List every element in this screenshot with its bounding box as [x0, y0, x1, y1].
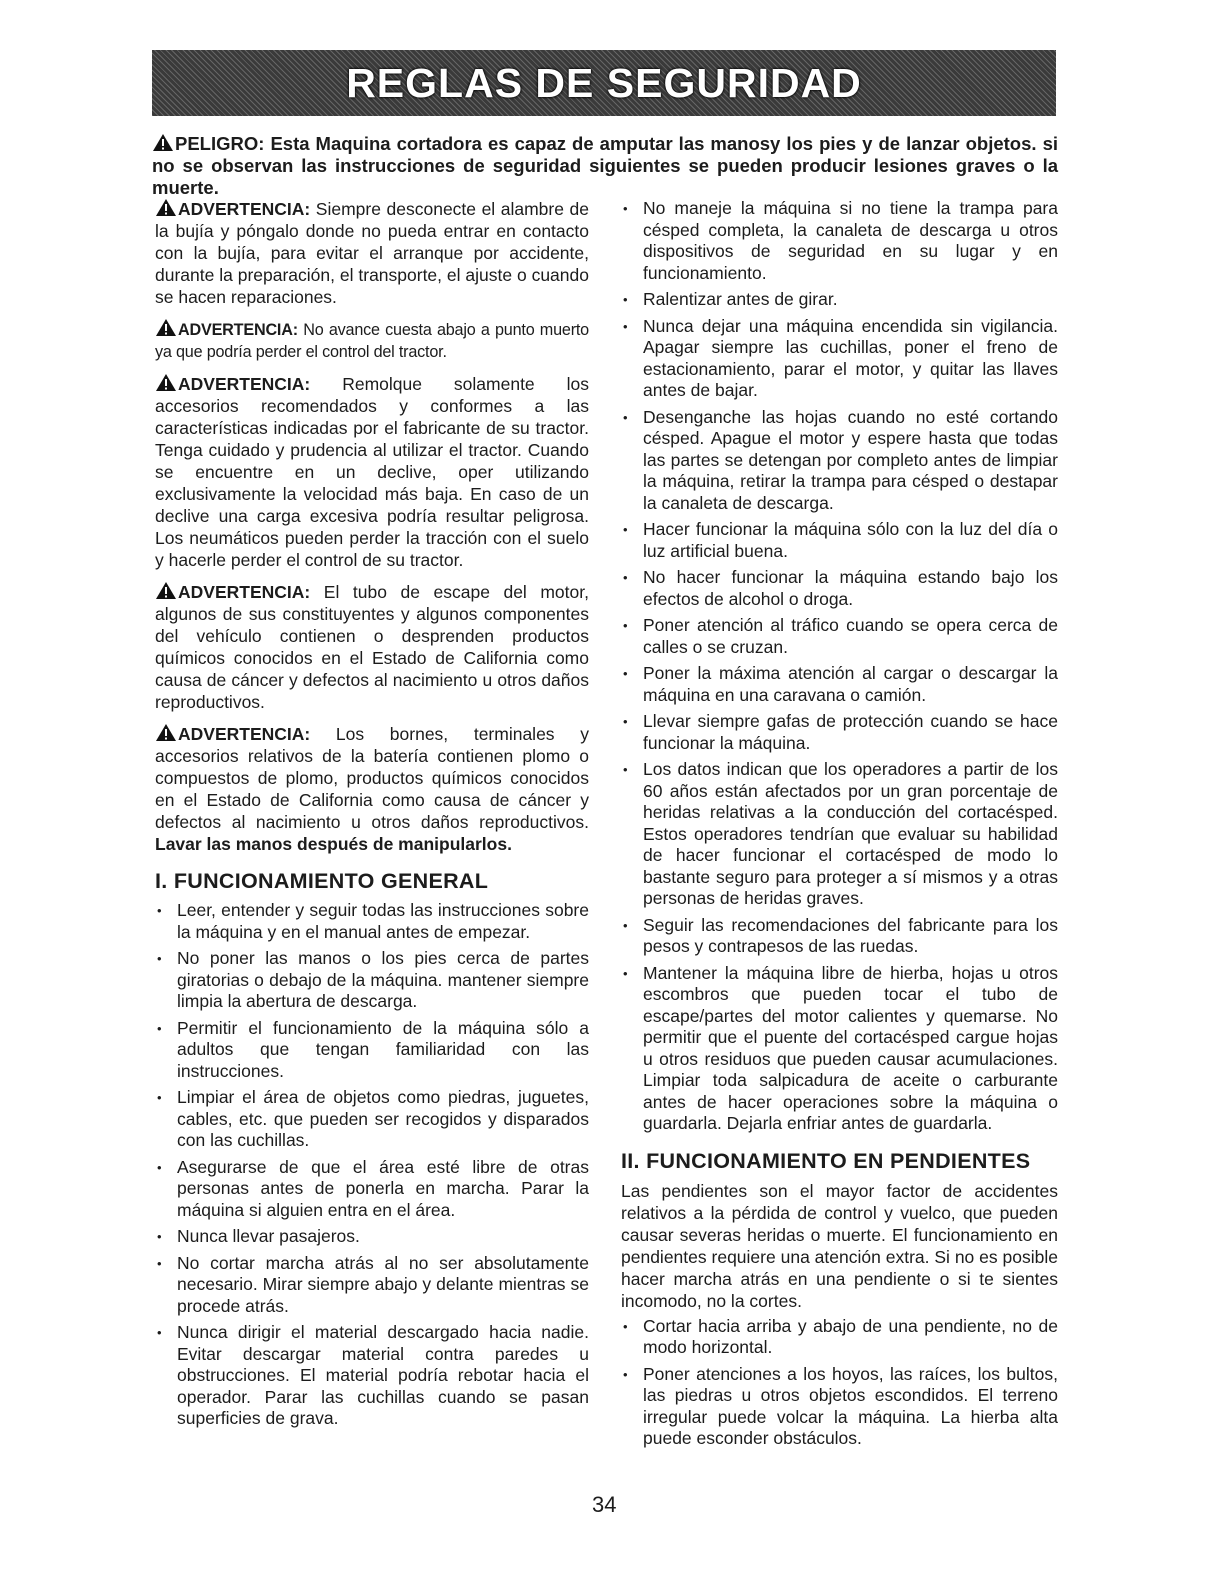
warning-triangle-icon	[152, 133, 174, 152]
list-item: • No cortar marcha atrás al no ser absolutamente necesario. Mirar siempre abajo y delante mientras se procede atrás.	[155, 1253, 589, 1318]
warning-triangle-icon	[155, 373, 177, 392]
warning-label: ADVERTENCIA:	[178, 321, 298, 339]
page-number: 34	[592, 1492, 617, 1517]
warning-triangle-icon	[155, 581, 177, 600]
list-item: • Llevar siempre gafas de protección cuando se hace funcionar la máquina.	[621, 711, 1058, 754]
warning-label: ADVERTENCIA:	[178, 582, 311, 602]
list-item: • Cortar hacia arriba y abajo de una pendiente, no de modo horizontal.	[621, 1316, 1058, 1359]
section-title-slopes: II. FUNCIONAMIENTO EN PENDIENTES	[621, 1148, 1031, 1173]
warning-text: Los bornes, terminales y accesorios relativos de la batería contienen plomo o compuestos de plomo, productos químicos conocidos en el Estado de California como causa de cáncer y defectos al nacimiento u otros daños reproductivos.	[155, 724, 589, 832]
list-item: • Poner la máxima atención al cargar o descargar la máquina en una caravana o camión.	[621, 663, 1058, 706]
danger-statement	[152, 133, 1058, 199]
warning-paragraph	[155, 581, 589, 713]
title-banner	[152, 50, 1056, 116]
list-item: • No hacer funcionar la máquina estando bajo los efectos de alcohol o droga.	[621, 567, 1058, 610]
section-title-general: I. FUNCIONAMIENTO GENERAL	[155, 869, 489, 893]
warning-bold-tail: Lavar las manos después de manipularlos.	[155, 834, 512, 854]
right-column	[621, 198, 1058, 1455]
general-list-right	[621, 198, 1058, 1135]
list-item: • Los datos indican que los operadores a partir de los 60 años están afectados por un gran porcentaje de heridas relativas a la conducción del cortacésped. Estos operadores tendrían que evaluar su habilidad de hacer funcionar el cortacésped de modo lo bastante seguro para proteger a sí mismos y a otras personas de heridas graves.	[621, 759, 1058, 910]
warning-paragraph	[155, 373, 589, 571]
warning-label: ADVERTENCIA:	[178, 724, 311, 744]
page-title: REGLAS DE SEGURIDAD	[346, 59, 862, 106]
list-item: • Seguir las recomendaciones del fabricante para los pesos y contrapesos de las ruedas.	[621, 915, 1058, 958]
left-column	[155, 198, 589, 1435]
list-item: • No poner las manos o los pies cerca de partes giratorias o debajo de la máquina. mantener siempre limpia la abertura de descarga.	[155, 948, 589, 1013]
list-item: • Asegurarse de que el área esté libre de otras personas antes de ponerla en marcha. Parar la máquina si alguien entra en el área.	[155, 1157, 589, 1222]
list-item: • Desenganche las hojas cuando no esté cortando césped. Apague el motor y espere hasta que todas las partes se detengan por completo antes de limpiar la máquina, retirar la trampa para césped o destapar la canaleta de descarga.	[621, 407, 1058, 515]
warning-text: Siempre desconecte el alambre de la bujía y póngalo donde no pueda entrar en contacto con la bujía, para evitar el arranque por accidente, durante la preparación, el transporte, el ajuste o cuando se hacen reparaciones.	[155, 199, 589, 307]
warning-triangle-icon	[155, 198, 177, 217]
list-item: • Nunca dejar una máquina encendida sin vigilancia. Apagar siempre las cuchillas, poner el freno de estacionamiento, parar el motor, y quitar las llaves antes de bajar.	[621, 316, 1058, 402]
list-item: • Nunca llevar pasajeros.	[155, 1226, 589, 1248]
warning-text: Remolque solamente los accesorios recomendados y conformes a las características indicadas por el fabricante de su tractor. Tenga cuidado y prudencia al utilizar el tractor. Cuando se encuentre en un declive, oper utilizando exclusivamente la velocidad más baja. En caso de un declive una carga excesiva podría resultar peligrosa. Los neumáticos pueden perder la tracción con el suelo y hacerle perder el control de su tractor.	[155, 374, 589, 570]
warning-paragraph	[155, 198, 589, 308]
list-item: • Hacer funcionar la máquina sólo con la luz del día o luz artificial buena.	[621, 519, 1058, 562]
list-item: • Limpiar el área de objetos como piedras, juguetes, cables, etc. que pueden ser recogidos y disparados con las cuchillas.	[155, 1087, 589, 1152]
slopes-intro: Las pendientes son el mayor factor de accidentes relativos a la pérdida de control y vuelco, que pueden causar severas heridas o muerte. El funcionamiento en pendientes requiere una atención extra. Si no es posible hacer marcha atrás en una pendiente o si te sientes incomodo, no la cortes.	[621, 1180, 1058, 1311]
warning-text: El tubo de escape del motor, algunos de sus constituyentes y algunos componentes del vehículo contienen o desprenden productos químicos conocidos en el Estado de California como causa de cáncer y defectos al nacimiento u otros daños reproductivos.	[155, 582, 589, 712]
warning-triangle-icon	[155, 723, 177, 742]
danger-label: PELIGRO:	[175, 133, 265, 154]
warning-text: No avance cuesta abajo a punto muerto ya que podría perder el control del tractor.	[155, 321, 589, 361]
list-item: • Permitir el funcionamiento de la máquina sólo a adultos que tengan familiaridad con las instrucciones.	[155, 1018, 589, 1083]
slopes-list	[621, 1316, 1058, 1450]
warning-paragraph	[155, 723, 589, 855]
warning-triangle-icon	[155, 318, 177, 337]
list-item: • Leer, entender y seguir todas las instrucciones sobre la máquina y en el manual antes de empezar.	[155, 900, 589, 943]
list-item: • Poner atención al tráfico cuando se opera cerca de calles o se cruzan.	[621, 615, 1058, 658]
list-item: • Nunca dirigir el material descargado hacia nadie. Evitar descargar material contra paredes u obstrucciones. El material podría rebotar hacia el operador. Parar las cuchillas cuando se pasan superficies de grava.	[155, 1322, 589, 1430]
list-item: • No maneje la máquina si no tiene la trampa para césped completa, la canaleta de descarga u otros dispositivos de seguridad en su lugar y en funcionamiento.	[621, 198, 1058, 284]
warning-paragraph	[155, 318, 589, 363]
list-item: • Poner atenciones a los hoyos, las raíces, los bultos, las piedras u otros objetos escondidos. El terreno irregular puede volcar la máquina. La hierba alta puede esconder obstáculos.	[621, 1364, 1058, 1450]
general-list-left	[155, 900, 589, 1430]
list-item: • Mantener la máquina libre de hierba, hojas u otros escombros que pueden tocar el tubo de escape/partes del motor calientes y quemarse. No permitir que el puente del cortacésped cargue hojas u otros residuos que pueden causar acumulaciones. Limpiar toda salpicadura de aceite o carburante antes de hacer operaciones sobre la máquina o guardarla. Dejarla enfriar antes de guardarla.	[621, 963, 1058, 1135]
warning-label: ADVERTENCIA:	[178, 374, 311, 394]
list-item: • Ralentizar antes de girar.	[621, 289, 1058, 311]
danger-text: Esta Maquina cortadora es capaz de amputar las manosy los pies y de lanzar objetos. si no se observan las instrucciones de seguridad siguientes se pueden producir lesiones graves o la muerte.	[152, 133, 1058, 198]
warning-label: ADVERTENCIA:	[178, 199, 311, 219]
